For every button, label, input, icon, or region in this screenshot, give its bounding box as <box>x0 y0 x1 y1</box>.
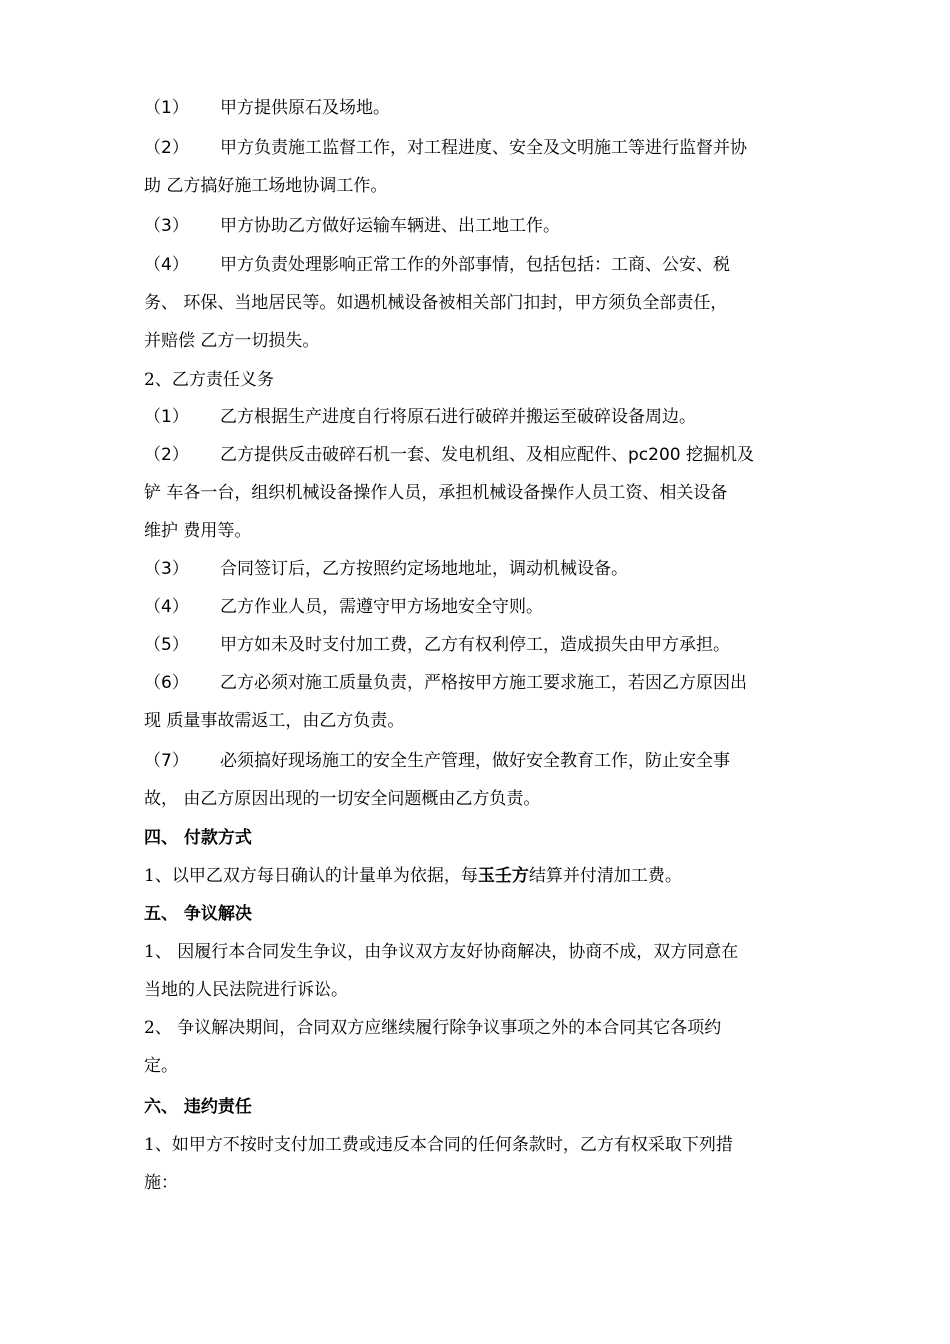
item-text: 挖掘机及 <box>680 445 754 465</box>
item-number: （2） <box>144 138 189 158</box>
item-continuation: 施： <box>144 1173 178 1193</box>
item-number: （7） <box>144 751 189 771</box>
item-party-b-5 <box>144 634 824 656</box>
item-text: 乙方提供反击破碎石机一套、发电机组、及相应配件、 <box>220 445 628 465</box>
item-party-b-4 <box>144 596 824 618</box>
item-party-b-1 <box>144 406 824 428</box>
item-continuation: 定。 <box>144 1056 178 1076</box>
section-party-b-duties: 2、乙方责任义务 <box>144 370 274 390</box>
item-text: 甲方如未及时支付加工费，乙方有权利停工，造成损失由甲方承担。 <box>220 635 730 655</box>
item-continuation: 当地的人民法院进行诉讼。 <box>144 980 348 1000</box>
item-party-b-3 <box>144 558 824 580</box>
item-party-a-4 <box>144 254 824 276</box>
item-text-model: pc200 <box>628 445 681 465</box>
item-text: 甲方负责施工监督工作，对工程进度、安全及文明施工等进行监督并协 <box>220 138 747 158</box>
breach-clause-1: 1、如甲方不按时支付加工费或违反本合同的任何条款时，乙方有权采取下列措 <box>144 1135 733 1155</box>
item-number: （2） <box>144 445 189 465</box>
item-party-a-1 <box>144 97 824 119</box>
item-text: 甲方协助乙方做好运输车辆进、出工地工作。 <box>220 216 560 236</box>
payment-clause-1 <box>144 865 824 887</box>
item-continuation: 并赔偿 乙方一切损失。 <box>144 331 320 351</box>
item-text: 乙方必须对施工质量负责，严格按甲方施工要求施工，若因乙方原因出 <box>220 673 747 693</box>
item-continuation: 现 质量事故需返工，由乙方负责。 <box>144 711 405 731</box>
item-text: 必须搞好现场施工的安全生产管理，做好安全教育工作，防止安全事 <box>220 751 730 771</box>
heading-breach: 六、 违约责任 <box>144 1097 252 1117</box>
item-party-b-7 <box>144 750 824 772</box>
item-continuation: 铲 车各一台，组织机械设备操作人员，承担机械设备操作人员工资、相关设备 <box>144 483 728 503</box>
item-text: 乙方根据生产进度自行将原石进行破碎并搬运至破碎设备周边。 <box>220 407 696 427</box>
heading-payment: 四、 付款方式 <box>144 828 252 848</box>
clause-text: 1、以甲乙双方每日确认的计量单为依据，每 <box>144 866 478 886</box>
item-party-b-2 <box>144 444 824 466</box>
clause-text: 结算并付清加工费。 <box>528 866 682 886</box>
item-number: （1） <box>144 407 189 427</box>
clause-text-bold: 玉壬方 <box>477 866 529 886</box>
dispute-clause-2: 2、 争议解决期间，合同双方应继续履行除争议事项之外的本合同其它各项约 <box>144 1018 722 1038</box>
item-number: （5） <box>144 635 189 655</box>
item-continuation: 助 乙方搞好施工场地协调工作。 <box>144 176 388 196</box>
item-party-b-6 <box>144 672 824 694</box>
item-number: （3） <box>144 559 189 579</box>
item-text: 甲方负责处理影响正常工作的外部事情，包括包括：工商、公安、税 <box>220 255 730 275</box>
item-party-a-2 <box>144 137 824 159</box>
item-number: （1） <box>144 98 189 118</box>
item-text: 合同签订后，乙方按照约定场地地址，调动机械设备。 <box>220 559 628 579</box>
item-party-a-3 <box>144 215 824 237</box>
item-number: （3） <box>144 216 189 236</box>
item-text: 甲方提供原石及场地。 <box>220 98 390 118</box>
item-continuation: 故， 由乙方原因出现的一切安全问题概由乙方负责。 <box>144 789 541 809</box>
heading-dispute: 五、 争议解决 <box>144 904 252 924</box>
item-continuation: 务、 环保、当地居民等。如遇机械设备被相关部门扣封，甲方须负全部责任， <box>144 293 728 313</box>
item-number: （4） <box>144 597 189 617</box>
item-number: （4） <box>144 255 189 275</box>
item-text: 乙方作业人员，需遵守甲方场地安全守则。 <box>220 597 543 617</box>
dispute-clause-1: 1、 因履行本合同发生争议，由争议双方友好协商解决，协商不成，双方同意在 <box>144 942 739 962</box>
item-number: （6） <box>144 673 189 693</box>
item-continuation: 维护 费用等。 <box>144 521 252 541</box>
